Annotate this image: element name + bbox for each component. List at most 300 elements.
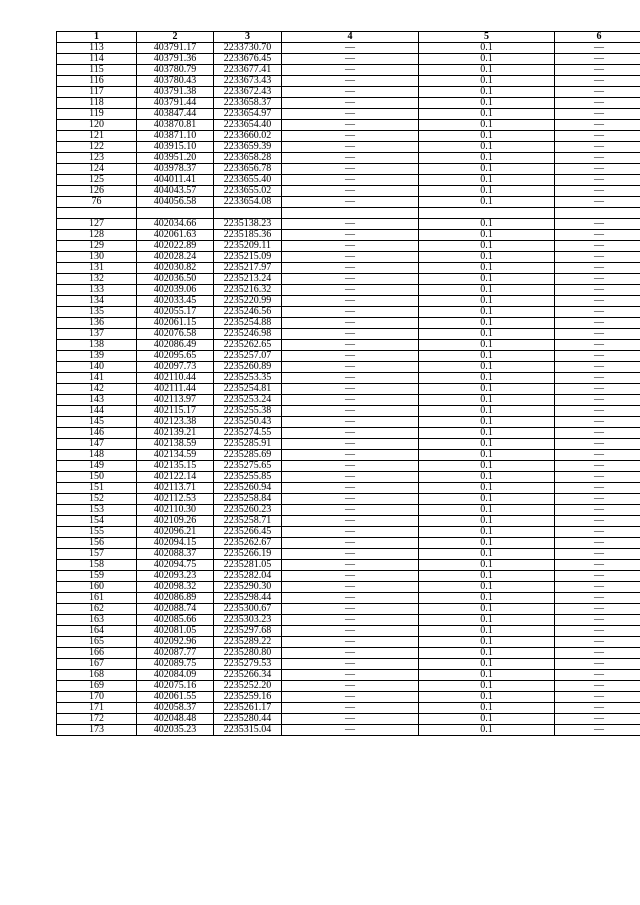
table-cell: 402135.15 — [137, 461, 214, 472]
table-cell: 150 — [57, 472, 137, 483]
table-cell: — — [555, 406, 640, 417]
table-cell: — — [282, 340, 419, 351]
table-cell: 0.1 — [419, 461, 555, 472]
table-cell: — — [555, 428, 640, 439]
table-cell: 402039.06 — [137, 285, 214, 296]
table-cell: 2235252.20 — [214, 681, 282, 692]
table-cell: 2233673.43 — [214, 76, 282, 87]
table-cell: 2235289.22 — [214, 637, 282, 648]
table-cell: 0.1 — [419, 450, 555, 461]
table-cell: 2235290.30 — [214, 582, 282, 593]
table-row — [57, 373, 640, 384]
table-cell: — — [282, 648, 419, 659]
table-cell: — — [282, 395, 419, 406]
table-cell: 403951.20 — [137, 153, 214, 164]
table-cell: 402086.89 — [137, 593, 214, 604]
table-cell: 127 — [57, 219, 137, 230]
table-cell: 0.1 — [419, 637, 555, 648]
table-cell: 2233654.08 — [214, 197, 282, 208]
table-cell: — — [555, 571, 640, 582]
table-cell: 151 — [57, 483, 137, 494]
table-cell: 155 — [57, 527, 137, 538]
table-row — [57, 505, 640, 516]
table-cell: 0.1 — [419, 98, 555, 109]
table-cell: — — [555, 395, 640, 406]
table-cell: 152 — [57, 494, 137, 505]
table-cell: 0.1 — [419, 318, 555, 329]
table-cell: — — [282, 263, 419, 274]
table-cell: 403870.81 — [137, 120, 214, 131]
table-cell: 402094.75 — [137, 560, 214, 571]
table-cell: 115 — [57, 65, 137, 76]
table-cell: 0.1 — [419, 681, 555, 692]
table-cell: — — [282, 43, 419, 54]
table-row — [57, 648, 640, 659]
table-cell: 402028.24 — [137, 252, 214, 263]
table-row — [57, 318, 640, 329]
table-cell: — — [282, 329, 419, 340]
table-cell: 0.1 — [419, 582, 555, 593]
table-cell: 402033.45 — [137, 296, 214, 307]
table-cell: 124 — [57, 164, 137, 175]
table-cell: 0.1 — [419, 483, 555, 494]
table-cell: — — [555, 296, 640, 307]
table-cell: 403791.38 — [137, 87, 214, 98]
table-cell: 0.1 — [419, 87, 555, 98]
table-cell: 0.1 — [419, 439, 555, 450]
header-row — [57, 32, 640, 43]
table-cell: 2235260.94 — [214, 483, 282, 494]
table-cell: 402058.37 — [137, 703, 214, 714]
table-row — [57, 582, 640, 593]
table-cell: — — [555, 65, 640, 76]
table-cell: — — [555, 593, 640, 604]
table-cell: — — [282, 142, 419, 153]
table-row — [57, 483, 640, 494]
table-cell: 2233658.37 — [214, 98, 282, 109]
table-cell: 0.1 — [419, 615, 555, 626]
table-cell: — — [555, 626, 640, 637]
table-cell: 402134.59 — [137, 450, 214, 461]
table-cell: 2235253.24 — [214, 395, 282, 406]
table-cell: 402113.71 — [137, 483, 214, 494]
table-row — [57, 175, 640, 186]
table-cell: 0.1 — [419, 626, 555, 637]
table-cell: 402061.55 — [137, 692, 214, 703]
table-cell: 402113.97 — [137, 395, 214, 406]
table-cell: 404056.58 — [137, 197, 214, 208]
table-cell: 130 — [57, 252, 137, 263]
table-cell: — — [555, 307, 640, 318]
table-cell: 2235185.36 — [214, 230, 282, 241]
table-cell — [137, 208, 214, 219]
table-cell: — — [555, 197, 640, 208]
table-cell: — — [282, 120, 419, 131]
table-row — [57, 274, 640, 285]
table-cell: 402094.15 — [137, 538, 214, 549]
table-row — [57, 164, 640, 175]
table-cell: 2235216.32 — [214, 285, 282, 296]
table-cell: 0.1 — [419, 714, 555, 725]
table-cell: — — [282, 428, 419, 439]
table-row — [57, 87, 640, 98]
table-cell: — — [555, 417, 640, 428]
table-cell: — — [282, 494, 419, 505]
table-cell: 402061.15 — [137, 318, 214, 329]
table-cell: 153 — [57, 505, 137, 516]
table-cell: — — [555, 681, 640, 692]
table-cell: 0.1 — [419, 329, 555, 340]
table-cell: 134 — [57, 296, 137, 307]
table-cell: — — [555, 362, 640, 373]
table-cell: — — [555, 230, 640, 241]
table-cell: 402076.58 — [137, 329, 214, 340]
table-row — [57, 296, 640, 307]
table-cell: 117 — [57, 87, 137, 98]
table-cell: — — [282, 164, 419, 175]
table-cell: 403871.10 — [137, 131, 214, 142]
table-row — [57, 65, 640, 76]
table-cell: 0.1 — [419, 571, 555, 582]
table-cell: 402055.17 — [137, 307, 214, 318]
table-cell: — — [282, 692, 419, 703]
table-row — [57, 241, 640, 252]
table-cell: 0.1 — [419, 417, 555, 428]
table-row — [57, 362, 640, 373]
table-cell: — — [555, 142, 640, 153]
table-cell: 0.1 — [419, 373, 555, 384]
table-cell: 402098.32 — [137, 582, 214, 593]
table-cell: — — [555, 725, 640, 736]
table-cell: 404011.41 — [137, 175, 214, 186]
table-cell: — — [555, 516, 640, 527]
header-col-2: 2 — [137, 32, 214, 43]
table-cell: — — [282, 76, 419, 87]
table-cell: 2235281.05 — [214, 560, 282, 571]
table-cell: — — [555, 472, 640, 483]
table-cell: 402081.05 — [137, 626, 214, 637]
table-cell: 0.1 — [419, 43, 555, 54]
table-cell: 0.1 — [419, 384, 555, 395]
table-cell: 0.1 — [419, 175, 555, 186]
table-cell: 402093.23 — [137, 571, 214, 582]
table-cell: — — [282, 109, 419, 120]
table-row — [57, 109, 640, 120]
coordinates-table — [56, 31, 640, 736]
table-cell: 402030.82 — [137, 263, 214, 274]
table-row — [57, 615, 640, 626]
table-row — [57, 329, 640, 340]
table-cell: 0.1 — [419, 703, 555, 714]
table-cell: 402089.75 — [137, 659, 214, 670]
table-cell: 157 — [57, 549, 137, 560]
table-cell: 0.1 — [419, 670, 555, 681]
table-row — [57, 450, 640, 461]
table-cell: 0.1 — [419, 274, 555, 285]
table-cell: 0.1 — [419, 560, 555, 571]
table-row — [57, 681, 640, 692]
table-row — [57, 395, 640, 406]
table-row — [57, 307, 640, 318]
table-cell: — — [555, 252, 640, 263]
table-cell: 2235255.38 — [214, 406, 282, 417]
table-row — [57, 714, 640, 725]
table-cell: 123 — [57, 153, 137, 164]
header-col-4: 4 — [282, 32, 419, 43]
table-row — [57, 571, 640, 582]
table-cell: — — [282, 307, 419, 318]
table-cell: 0.1 — [419, 516, 555, 527]
table-cell: 2235280.44 — [214, 714, 282, 725]
table-cell: 0.1 — [419, 692, 555, 703]
table-cell: — — [282, 318, 419, 329]
table-cell: 2233660.02 — [214, 131, 282, 142]
table-cell: 0.1 — [419, 186, 555, 197]
table-cell: 2235315.04 — [214, 725, 282, 736]
table-cell: 2235260.23 — [214, 505, 282, 516]
table-cell: 2235303.23 — [214, 615, 282, 626]
table-cell: — — [282, 505, 419, 516]
table-cell: — — [282, 626, 419, 637]
table-cell: 2235260.89 — [214, 362, 282, 373]
table-cell: 169 — [57, 681, 137, 692]
table-cell: 0.1 — [419, 230, 555, 241]
table-row — [57, 725, 640, 736]
table-cell: 2235213.24 — [214, 274, 282, 285]
table-cell: 2235261.17 — [214, 703, 282, 714]
table-cell: — — [555, 538, 640, 549]
table-row — [57, 428, 640, 439]
table-cell: — — [282, 131, 419, 142]
table-cell: 138 — [57, 340, 137, 351]
table-cell: 2235254.88 — [214, 318, 282, 329]
table-cell: 0.1 — [419, 340, 555, 351]
table-cell: 402034.66 — [137, 219, 214, 230]
table-row — [57, 98, 640, 109]
table-cell: — — [282, 197, 419, 208]
header-col-6: 6 — [555, 32, 640, 43]
table-cell: 148 — [57, 450, 137, 461]
table-cell: — — [282, 549, 419, 560]
table-cell: — — [555, 98, 640, 109]
table-cell: 166 — [57, 648, 137, 659]
table-row — [57, 626, 640, 637]
table-cell: 158 — [57, 560, 137, 571]
table-cell: — — [282, 406, 419, 417]
table-row — [57, 340, 640, 351]
table-cell: 170 — [57, 692, 137, 703]
table-cell: 2235220.99 — [214, 296, 282, 307]
table-row — [57, 659, 640, 670]
table-row — [57, 76, 640, 87]
table-cell: 0.1 — [419, 505, 555, 516]
table-row — [57, 604, 640, 615]
table-cell: — — [282, 230, 419, 241]
table-cell: 0.1 — [419, 538, 555, 549]
table-cell: 0.1 — [419, 131, 555, 142]
table-cell: — — [282, 538, 419, 549]
table-cell: — — [555, 505, 640, 516]
table-cell: 143 — [57, 395, 137, 406]
table-cell: 402139.21 — [137, 428, 214, 439]
table-cell: — — [555, 604, 640, 615]
table-cell: — — [555, 659, 640, 670]
table-cell: 160 — [57, 582, 137, 593]
table-cell: 2235298.44 — [214, 593, 282, 604]
table-cell: — — [282, 285, 419, 296]
table-cell: 171 — [57, 703, 137, 714]
table-cell: — — [282, 472, 419, 483]
table-cell: 0.1 — [419, 395, 555, 406]
table-cell: — — [282, 175, 419, 186]
table-row — [57, 549, 640, 560]
table-cell: — — [555, 582, 640, 593]
table-cell: 168 — [57, 670, 137, 681]
table-cell: 156 — [57, 538, 137, 549]
table-cell: — — [282, 604, 419, 615]
table-cell: — — [555, 76, 640, 87]
table-cell: 2235285.91 — [214, 439, 282, 450]
table-cell: 404043.57 — [137, 186, 214, 197]
table-cell: 402110.30 — [137, 505, 214, 516]
table-cell — [57, 208, 137, 219]
table-cell: 402111.44 — [137, 384, 214, 395]
table-cell: 0.1 — [419, 604, 555, 615]
table-cell: 402115.17 — [137, 406, 214, 417]
table-cell: 114 — [57, 54, 137, 65]
table-cell: 2235300.67 — [214, 604, 282, 615]
table-cell: 402048.48 — [137, 714, 214, 725]
table-cell: 164 — [57, 626, 137, 637]
table-cell: 2233656.78 — [214, 164, 282, 175]
table-cell: 2233676.45 — [214, 54, 282, 65]
table-row — [57, 593, 640, 604]
table-cell: — — [555, 131, 640, 142]
table-cell: — — [555, 43, 640, 54]
table-row — [57, 406, 640, 417]
table-row — [57, 417, 640, 428]
table-cell — [555, 208, 640, 219]
table-cell: 0.1 — [419, 659, 555, 670]
table-cell: — — [282, 714, 419, 725]
table-row — [57, 461, 640, 472]
table-cell: — — [282, 219, 419, 230]
table-cell: 144 — [57, 406, 137, 417]
table-cell: 2235246.56 — [214, 307, 282, 318]
table-cell: — — [282, 439, 419, 450]
table-cell: — — [282, 373, 419, 384]
table-cell: 0.1 — [419, 296, 555, 307]
table-cell: — — [282, 54, 419, 65]
table-cell: 2235217.97 — [214, 263, 282, 274]
table-cell: 0.1 — [419, 120, 555, 131]
table-cell: 2235138.23 — [214, 219, 282, 230]
table-cell: 0.1 — [419, 593, 555, 604]
table-cell: 402109.26 — [137, 516, 214, 527]
table-cell: 0.1 — [419, 494, 555, 505]
table-cell: — — [282, 461, 419, 472]
table-cell: 402084.09 — [137, 670, 214, 681]
table-row — [57, 703, 640, 714]
table-cell: — — [555, 109, 640, 120]
table-cell: 2235285.69 — [214, 450, 282, 461]
table-cell: 2235250.43 — [214, 417, 282, 428]
table-cell: 0.1 — [419, 153, 555, 164]
table-cell — [419, 208, 555, 219]
table-cell: — — [555, 637, 640, 648]
table-row — [57, 131, 640, 142]
table-cell: 2233730.70 — [214, 43, 282, 54]
table-cell: — — [555, 120, 640, 131]
table-cell: — — [282, 659, 419, 670]
table-row — [57, 142, 640, 153]
table-cell: — — [282, 65, 419, 76]
table-cell: 126 — [57, 186, 137, 197]
table-cell: 402088.37 — [137, 549, 214, 560]
table-row — [57, 54, 640, 65]
table-cell: — — [282, 98, 419, 109]
table-cell: — — [555, 241, 640, 252]
table-cell: — — [555, 285, 640, 296]
table-cell: 132 — [57, 274, 137, 285]
table-cell: 0.1 — [419, 164, 555, 175]
table-cell: — — [555, 648, 640, 659]
table-cell: 113 — [57, 43, 137, 54]
table-cell: 118 — [57, 98, 137, 109]
table-cell: 161 — [57, 593, 137, 604]
table-cell: — — [555, 615, 640, 626]
table-cell: 165 — [57, 637, 137, 648]
table-cell: — — [282, 670, 419, 681]
table-cell: 146 — [57, 428, 137, 439]
table-cell: 402095.65 — [137, 351, 214, 362]
table-row — [57, 153, 640, 164]
table-cell: — — [282, 637, 419, 648]
table-cell: — — [282, 384, 419, 395]
table-cell: — — [555, 439, 640, 450]
table-cell: 0.1 — [419, 362, 555, 373]
table-cell: 403791.17 — [137, 43, 214, 54]
table-row — [57, 219, 640, 230]
table-cell: 0.1 — [419, 252, 555, 263]
table-cell: 402087.77 — [137, 648, 214, 659]
table-cell: 0.1 — [419, 109, 555, 120]
table-cell: 2235258.71 — [214, 516, 282, 527]
table-cell: 0.1 — [419, 65, 555, 76]
table-row — [57, 197, 640, 208]
table-row — [57, 263, 640, 274]
table-cell: 2235282.04 — [214, 571, 282, 582]
table-cell: 120 — [57, 120, 137, 131]
table-cell: 162 — [57, 604, 137, 615]
table-cell: — — [555, 670, 640, 681]
table-cell: 0.1 — [419, 197, 555, 208]
table-cell: — — [282, 582, 419, 593]
table-cell: — — [282, 274, 419, 285]
table-cell: 140 — [57, 362, 137, 373]
table-cell: — — [555, 351, 640, 362]
table-row — [57, 43, 640, 54]
table-row — [57, 538, 640, 549]
table-cell: — — [555, 54, 640, 65]
table-row — [57, 560, 640, 571]
table-cell: 0.1 — [419, 725, 555, 736]
table-cell: 2235209.11 — [214, 241, 282, 252]
table-cell: 167 — [57, 659, 137, 670]
table-cell: 2233659.39 — [214, 142, 282, 153]
table-cell: — — [282, 703, 419, 714]
table-cell: 402123.38 — [137, 417, 214, 428]
